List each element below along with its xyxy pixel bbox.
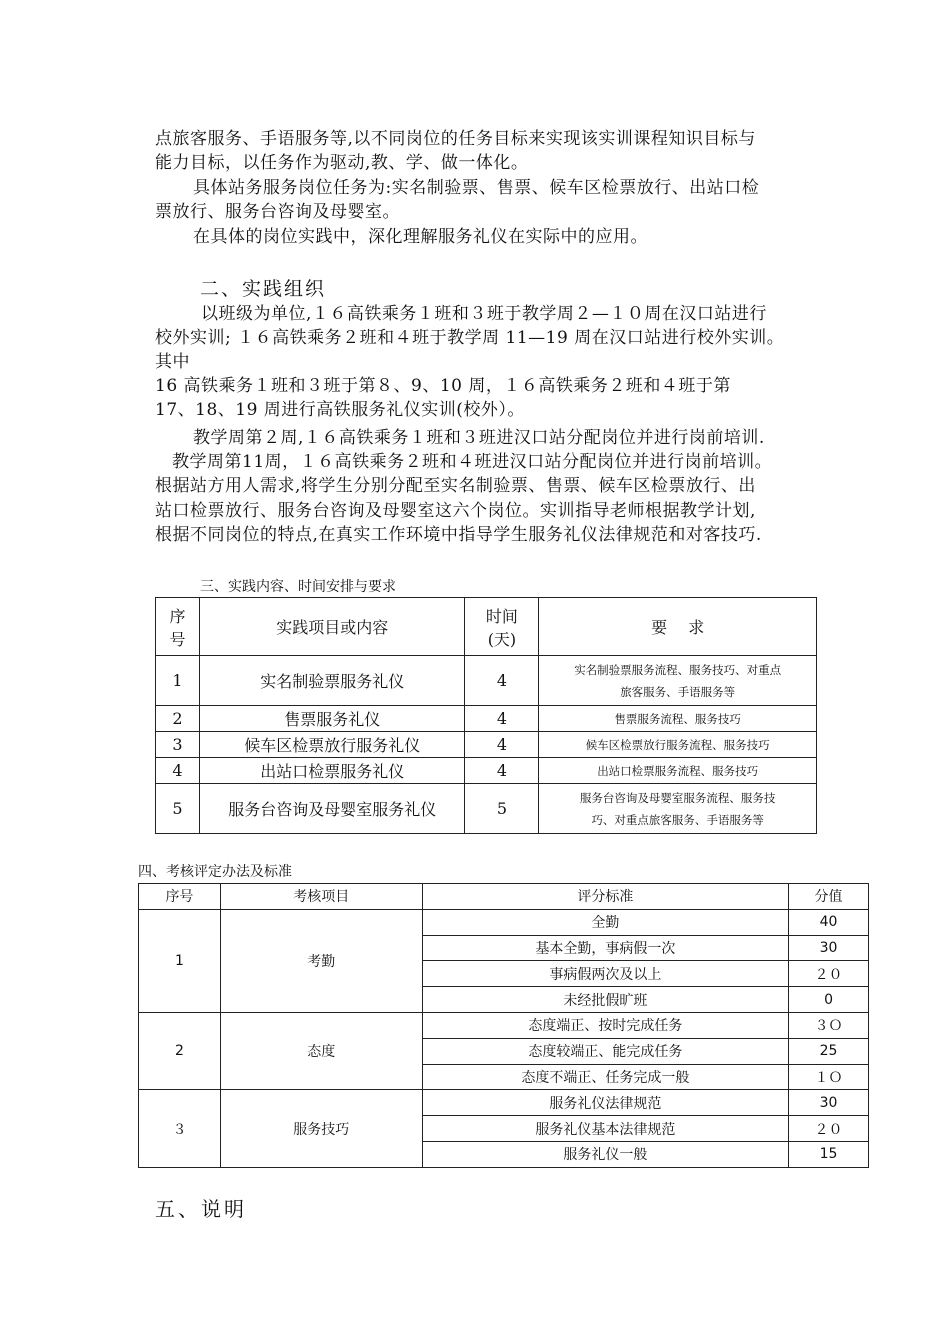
table-cell: 5 [465,784,539,834]
table-cell: 2 [139,1012,221,1089]
table-cell: 4 [465,706,539,732]
table-cell: 4 [465,758,539,784]
section-heading: 三、实践内容、时间安排与要求 [200,579,396,595]
body-line: 根据站方用人需求,将学生分别分配至实名制验票、售票、候车区检票放行、出 [155,476,756,496]
section-heading: 二、实践组织 [200,278,327,300]
header-cell: 序 号 [156,598,200,656]
table-cell: 态度 [220,1012,422,1089]
table-cell: 15 [789,1141,869,1167]
table-cell: 态度不端正、任务完成一般 [422,1064,788,1090]
intro-line: 点旅客服务、手语服务等,以不同岗位的任务目标来实现该实训课程知识目标与 [155,129,756,149]
intro-line: 票放行、服务台咨询及母婴室。 [155,202,400,222]
table-cell: 出站口检票服务流程、服务技巧 [539,758,817,784]
table-cell: ２０ [789,1116,869,1142]
body-line: 校外实训; １６高铁乘务２班和４班于教学周 11—19 周在汉口站进行校外实训。 [155,328,785,348]
section-heading: 五、说明 [155,1197,247,1221]
table-cell: ３Ｏ [789,1012,869,1038]
table-cell: 候车区检票放行服务礼仪 [199,732,465,758]
table-row [156,732,817,758]
body-line: 教学周第11周，１６高铁乘务２班和４班进汉口站分配岗位并进行岗前培训。 [172,452,773,472]
table-cell: 1 [139,909,221,1012]
body-line: 17、18、19 周进行高铁服务礼仪实训(校外）。 [155,400,525,420]
intro-line: 在具体的岗位实践中，深化理解服务礼仪在实际中的应用。 [193,227,648,247]
table-row [139,1090,869,1116]
assessment-table [138,883,869,1168]
table-cell: 3 [156,732,200,758]
table-cell: 基本全勤，事病假一次 [422,935,788,961]
table-row [156,784,817,834]
table-cell: 售票服务流程、服务技巧 [539,706,817,732]
body-line: 站口检票放行、服务台咨询及母婴室这六个岗位。实训指导老师根据教学计划, [155,501,756,521]
table-header-row [156,598,817,656]
table-cell: 服务礼仪基本法律规范 [422,1116,788,1142]
header-cell: 序号 [139,884,221,910]
table-row [156,656,817,706]
body-line: 其中 [155,352,190,372]
practice-table [155,597,817,834]
table-cell: 实名制验票服务礼仪 [199,656,465,706]
table-row [156,706,817,732]
table-cell: 4 [156,758,200,784]
table-cell: 实名制验票服务流程、服务技巧、对重点 旅客服务、手语服务等 [539,656,817,706]
table-cell: 售票服务礼仪 [199,706,465,732]
header-cell: 考核项目 [220,884,422,910]
table-cell: 态度端正、按时完成任务 [422,1012,788,1038]
intro-line: 能力目标，以任务作为驱动,教、学、做一体化。 [155,153,529,173]
table-cell: 服务台咨询及母婴室服务流程、服务技 巧、对重点旅客服务、手语服务等 [539,784,817,834]
table-cell: 30 [789,935,869,961]
table-cell: 4 [465,732,539,758]
table-cell: １Ｏ [789,1064,869,1090]
table-cell: 2 [156,706,200,732]
header-cell: 评分标准 [422,884,788,910]
header-cell: 实践项目或内容 [199,598,465,656]
table-cell: 服务礼仪法律规范 [422,1090,788,1116]
table-cell: 25 [789,1038,869,1064]
table-cell: 1 [156,656,200,706]
table-cell: 考勤 [220,909,422,1012]
table-cell: 4 [465,656,539,706]
table-cell: 5 [156,784,200,834]
table-row [139,909,869,935]
table-cell: 40 [789,909,869,935]
body-line: 16 高铁乘务１班和３班于第８、9、10 周，１６高铁乘务２班和４班于第 [155,376,731,396]
table-row [139,1012,869,1038]
section-heading: 四、考核评定办法及标准 [138,864,292,880]
table-cell: 候车区检票放行服务流程、服务技巧 [539,732,817,758]
table-cell: 0 [789,987,869,1013]
table-row [156,758,817,784]
table-cell: ２０ [789,961,869,987]
intro-line: 具体站务服务岗位任务为:实名制验票、售票、候车区检票放行、出站口检 [193,178,760,198]
header-cell: 分值 [789,884,869,910]
table-cell: 服务台咨询及母婴室服务礼仪 [199,784,465,834]
table-cell: ３ [139,1090,221,1167]
table-cell: 全勤 [422,909,788,935]
table-header-row [139,884,869,910]
table-cell: 出站口检票服务礼仪 [199,758,465,784]
table-cell: 30 [789,1090,869,1116]
table-cell: 服务技巧 [220,1090,422,1167]
body-line: 根据不同岗位的特点,在真实工作环境中指导学生服务礼仪法律规范和对客技巧. [155,525,762,545]
table-cell: 态度较端正、能完成任务 [422,1038,788,1064]
header-cell: 要 求 [539,598,817,656]
body-line: 以班级为单位,１６高铁乘务１班和３班于教学周２—１０周在汉口站进行 [201,304,767,324]
table-cell: 服务礼仪一般 [422,1141,788,1167]
header-cell: 时间 (天) [465,598,539,656]
table-cell: 未经批假旷班 [422,987,788,1013]
body-line: 教学周第２周,１６高铁乘务１班和３班进汉口站分配岗位并进行岗前培训. [193,428,765,448]
table-cell: 事病假两次及以上 [422,961,788,987]
